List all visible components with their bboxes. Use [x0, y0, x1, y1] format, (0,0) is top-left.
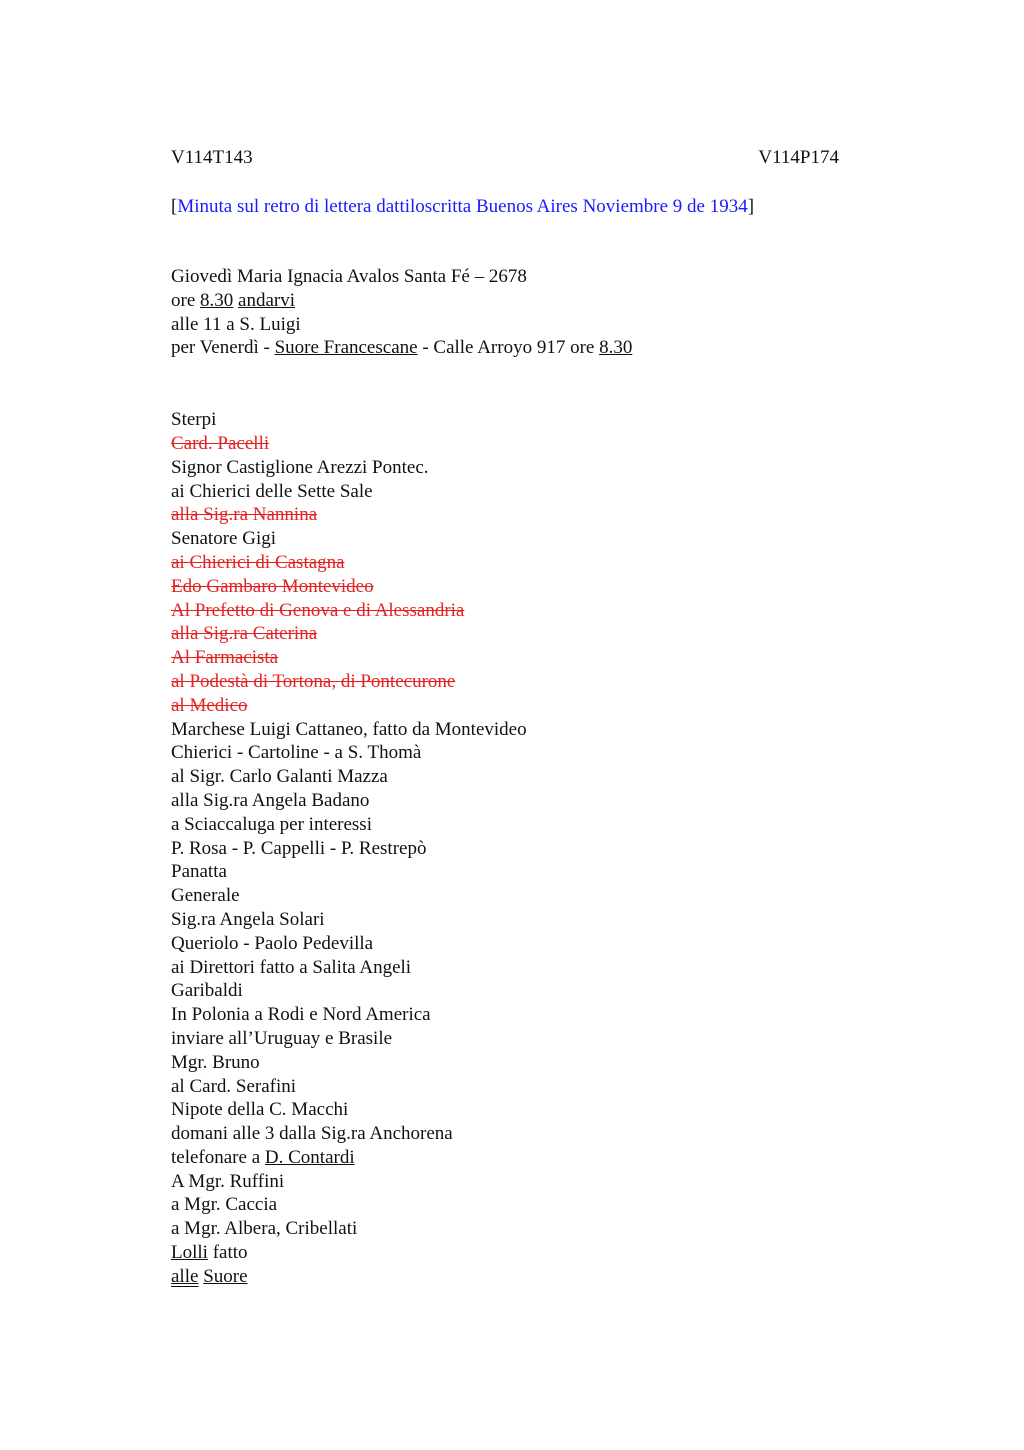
list-item: Queriolo - Paolo Pedevilla: [171, 932, 374, 954]
list-item: inviare all’Uruguay e Brasile: [171, 1027, 393, 1049]
list-item: a Sciaccaluga per interessi: [171, 813, 372, 835]
list-item: ai Chierici delle Sette Sale: [171, 480, 373, 502]
note-text: Minuta sul retro di lettera dattiloscritta Buenos Aires Noviembre 9 de 1934: [177, 196, 748, 217]
list-item: [171, 1241, 839, 1265]
text-span: - Calle Arroyo 917 ore: [417, 337, 600, 359]
underlined-name: D. Contardi: [264, 1146, 355, 1168]
document-codes: [171, 146, 839, 170]
list-item: alla Sig.ra Angela Badano: [171, 789, 370, 811]
list-item: domani alle 3 dalla Sig.ra Anchorena: [171, 1123, 453, 1145]
appointment-line: alle 11 a S. Luigi: [171, 313, 301, 335]
list-item: Panatta: [171, 861, 227, 883]
list-item: A Mgr. Ruffini: [171, 1170, 285, 1192]
list-item: Sig.ra Angela Solari: [171, 908, 325, 930]
list-item-struck: Al Prefetto di Genova e di Alessandria: [171, 599, 465, 621]
list-item: [171, 1265, 839, 1289]
text-span: per Venerdì -: [171, 337, 275, 359]
list-item: [171, 1146, 839, 1170]
text-span: fatto: [207, 1242, 248, 1264]
list-item: In Polonia a Rodi e Nord America: [171, 1004, 431, 1026]
text-span: ore: [171, 289, 201, 311]
appointment-line: Giovedì Maria Ignacia Avalos Santa Fé – 2678: [171, 266, 527, 287]
list-item-struck: Edo Gambaro Montevideo: [171, 575, 374, 597]
list-item-struck: alla Sig.ra Caterina: [171, 623, 318, 645]
names-list: [171, 408, 839, 1288]
list-item: a Mgr. Caccia: [171, 1194, 278, 1216]
underlined-time: 8.30: [200, 289, 234, 311]
list-item: Mgr. Bruno: [171, 1051, 260, 1073]
list-item: Chierici - Cartoline - a S. Thomà: [171, 742, 422, 764]
list-item: P. Rosa - P. Cappelli - P. Restrepò: [171, 837, 427, 859]
list-item-struck: alla Sig.ra Nannina: [171, 504, 318, 526]
underlined-word: Suore Francescane: [274, 337, 418, 359]
list-item: Senatore Gigi: [171, 528, 277, 550]
appointment-line: [171, 336, 839, 360]
appointment-line: [171, 289, 839, 313]
list-item: Garibaldi: [171, 980, 243, 1002]
document-page: [171, 146, 839, 1289]
underlined-time: 8.30: [599, 337, 633, 359]
list-item: Nipote della C. Macchi: [171, 1099, 349, 1121]
list-item: Generale: [171, 885, 240, 907]
list-item-struck: Card. Pacelli: [171, 432, 270, 454]
list-item-struck: ai Chierici di Castagna: [171, 551, 345, 573]
underlined-word: Suore: [203, 1265, 248, 1287]
list-item: a Mgr. Albera, Cribellati: [171, 1218, 358, 1240]
left-code: V114T143: [171, 147, 253, 168]
list-item: Marchese Luigi Cattaneo, fatto da Montevideo: [171, 718, 527, 740]
list-item: al Card. Serafini: [171, 1075, 297, 1097]
text-span: telefonare a: [171, 1146, 265, 1168]
list-item-struck: al Podestà di Tortona, di Pontecurone: [171, 670, 456, 692]
right-code: V114P174: [758, 147, 839, 168]
underlined-name: Lolli: [171, 1242, 208, 1264]
note-close-bracket: ]: [747, 196, 755, 217]
list-item: Signor Castiglione Arezzi Pontec.: [171, 456, 429, 478]
list-item-struck: al Medico: [171, 694, 248, 716]
list-item: al Sigr. Carlo Galanti Mazza: [171, 766, 388, 788]
note-open-bracket: [: [171, 196, 178, 217]
list-item: Sterpi: [171, 409, 217, 431]
underlined-word: andarvi: [238, 289, 295, 311]
list-item: ai Direttori fatto a Salita Angeli: [171, 956, 412, 978]
editorial-note: [171, 195, 839, 219]
appointments-block: [171, 265, 839, 360]
list-item-struck: Al Farmacista: [171, 647, 279, 669]
double-underlined-word: alle: [171, 1265, 199, 1287]
